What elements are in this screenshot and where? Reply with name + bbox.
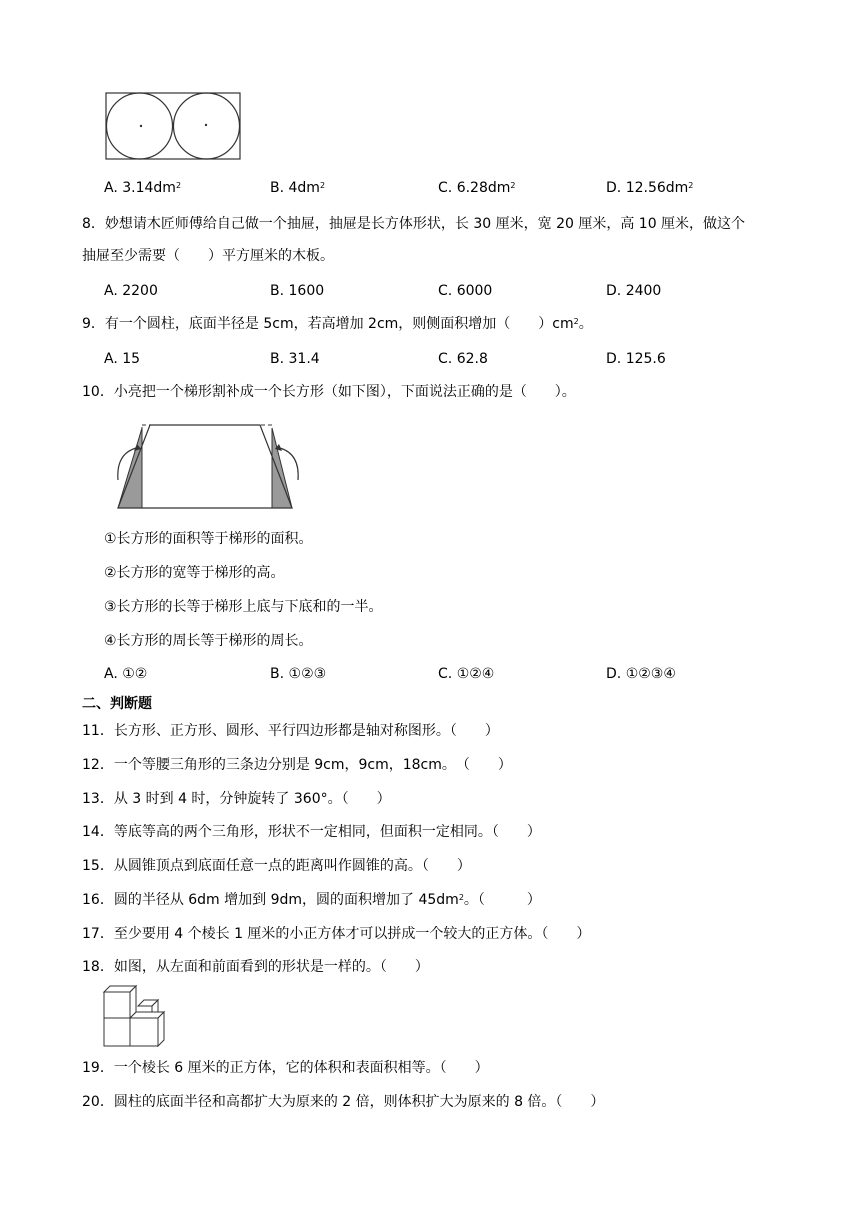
q7-option-c[interactable]: C. $6.28dm^2$ [438,180,516,196]
q8-option-b[interactable]: B. 1600 [270,283,325,299]
q9-option-a[interactable]: A. 15 [104,351,141,367]
q14-text: 14．等底等高的两个三角形，形状不一定相同，但面积一定相同。（ ） [82,824,541,840]
q10-option-b[interactable]: B. ①②③ [270,666,327,682]
section-title: 二、判断题 [82,696,152,712]
q7-option-a[interactable]: A. $3.14dm^2$ [104,180,182,196]
q10-statement-4: ④长方形的周长等于梯形的周长。 [104,633,313,649]
two-circles-figure [105,92,243,162]
q10-option-a[interactable]: A. ①② [104,666,148,682]
trapezoid-rectangle-figure [110,422,310,514]
q11-text: 11．长方形、正方形、圆形、平行四边形都是轴对称图形。（ ） [82,723,499,739]
q10-statement-1: ①长方形的面积等于梯形的面积。 [104,531,313,547]
q8-option-c[interactable]: C. 6000 [438,283,493,299]
q10-text: 10．小亮把一个梯形割补成一个长方形（如下图），下面说法正确的是（ ）。 [82,384,576,400]
q13-text: 13．从 3 时到 4 时，分钟旋转了 360°。（ ） [82,791,391,807]
stacked-cubes-figure [102,984,172,1050]
q7-option-d[interactable]: D. $12.56dm^2$ [606,180,694,196]
q8-option-d[interactable]: D. 2400 [606,283,662,299]
q16-text: 16．圆的半径从 6dm 增加到 9dm，圆的面积增加了 $45dm^2$。（ ） [82,892,541,908]
q9-option-b[interactable]: B. 31.4 [270,351,320,367]
q7-option-b[interactable]: B. $4dm^2$ [270,180,326,196]
q10-option-d[interactable]: D. ①②③④ [606,666,676,682]
q10-statement-2: ②长方形的宽等于梯形的高。 [104,565,285,581]
q18-text: 18．如图，从左面和前面看到的形状是一样的。（ ） [82,959,429,975]
q8-option-a[interactable]: A. 2200 [104,283,158,299]
q9-text: 9．有一个圆柱，底面半径是 5cm，若高增加 2cm，则侧面积增加（ ）$cm^2$。 [82,316,593,332]
q9-option-c[interactable]: C. 62.8 [438,351,488,367]
q10-option-c[interactable]: C. ①②④ [438,666,495,682]
q17-text: 17．至少要用 4 个棱长 1 厘米的小正方体才可以拼成一个较大的正方体。（ ） [82,926,591,942]
q12-text: 12．一个等腰三角形的三条边分别是 9cm，9cm，18cm。 （ ） [82,757,512,773]
q15-text: 15．从圆锥顶点到底面任意一点的距离叫作圆锥的高。（ ） [82,858,471,874]
q20-text: 20．圆柱的底面半径和高都扩大为原来的 2 倍，则体积扩大为原来的 8 倍。（ ） [82,1094,605,1110]
q19-text: 19．一个棱长 6 厘米的正方体，它的体积和表面积相等。（ ） [82,1060,489,1076]
q8-text-line2: 抽屉至少需要（ ）平方厘米的木板。 [82,248,334,264]
q9-option-d[interactable]: D. 125.6 [606,351,666,367]
q10-statement-3: ③长方形的长等于梯形上底与下底和的一半。 [104,599,383,615]
q8-text-line1: 8．妙想请木匠师傅给自己做一个抽屉，抽屉是长方体形状，长 30 厘米，宽 20 厘米，高 10 厘米，做这个 [82,216,746,232]
